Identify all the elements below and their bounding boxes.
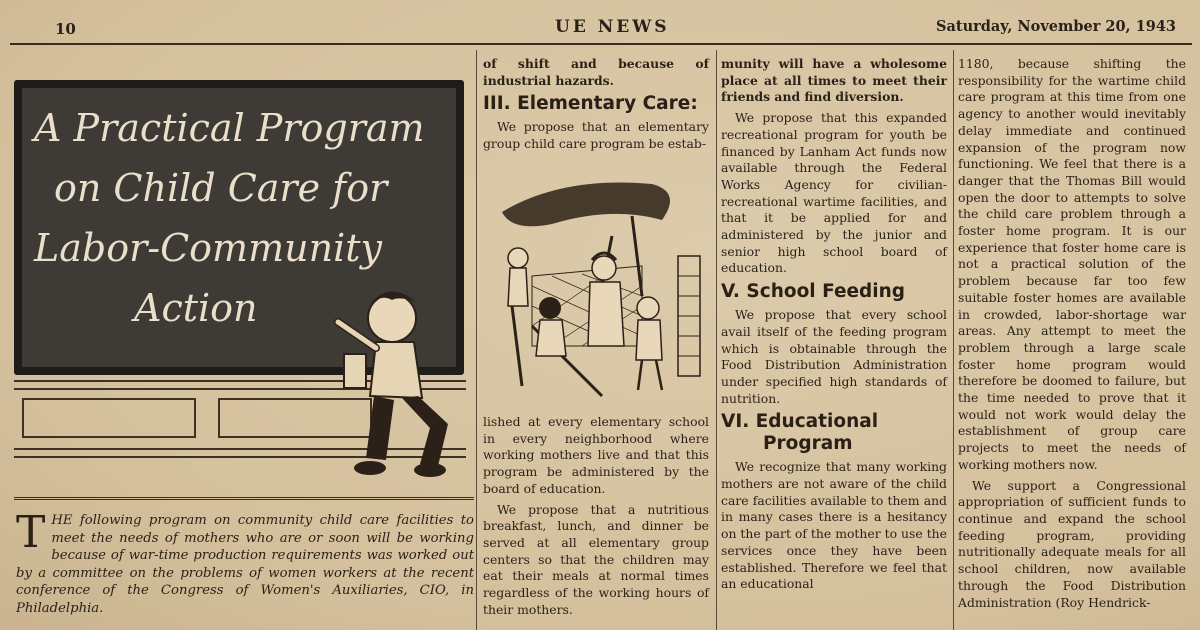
col2-top-text: of shift and because of industrial hazards.: [483, 56, 709, 88]
col4-paragraph: We support a Congressional appropriation of sufficient funds to continue and expand the school feeding program, providing nutritionally adequate meals for all school children, now available through the Food Distribution Administration (Roy Hendrick-: [958, 477, 1186, 610]
column-3: [721, 56, 947, 597]
col3-paragraph: We recognize that many working mothers are not aware of the child care facilities available to them and in many cases there is a hesitancy on the part of the mother to use the services once they have been established. Therefore we feel that an educational: [721, 459, 947, 592]
wall-panel: [22, 398, 196, 438]
publication-name: UE NEWS: [555, 17, 670, 37]
page-number: 10: [55, 20, 76, 38]
intro-paragraph: [16, 507, 474, 617]
issue-date: Saturday, November 20, 1943: [936, 18, 1177, 35]
col3-top-text: munity will have a wholesome place at all times to meet their friends and find diversion.: [721, 56, 947, 105]
column-divider: [953, 50, 954, 630]
header-rule: [10, 43, 1192, 45]
column-2: [483, 56, 709, 157]
col2-paragraph: We propose that an elementary group child care program be estab-: [483, 119, 709, 152]
title-line: on Child Care for: [54, 166, 388, 210]
title-line: A Practical Program: [34, 106, 425, 150]
boy-drawing-icon: [330, 278, 470, 488]
heading-school-feeding: V. School Feeding: [721, 281, 906, 303]
title-line: Action: [134, 286, 258, 330]
column-4: [958, 56, 1186, 615]
col2-paragraph: We propose that a nutritious breakfast, lunch, and dinner be served at all elementary group centers so that the children may eat their meals at normal times regardless of the working hours of their mothers.: [483, 501, 709, 617]
drop-cap: T: [16, 507, 46, 558]
column-divider: [716, 50, 717, 630]
children-playground-illustration: [492, 176, 710, 412]
heading-educational: VI. Educational: [721, 411, 879, 433]
heading-elementary-care: III. Elementary Care:: [483, 93, 698, 115]
column-divider: [476, 50, 477, 630]
title-line: Labor-Community: [34, 226, 382, 270]
heading-program: Program: [763, 433, 853, 455]
col3-paragraph: We propose that this expanded recreational program for youth be financed by Lanham Act funds now available through the Federal Works Agency for civilian-recreational wartime facilities, and that it be applied for and administered by the junior and senior high school board of education.: [721, 110, 947, 276]
intro-text: HE following program on community child care facilities to meet the needs of mothers who are or soon will be working because of war-time production requirements was worked out by a committee on the problems of women workers at the recent conference of the Congress of Women's Auxiliaries, CIO, in Philadelphia.: [16, 513, 474, 616]
col4-paragraph: 1180, because shifting the responsibility for the wartime child care program at this time from one agency to another would inevitably delay immediate and continued expansion of the program now functioning. We feel that there is a danger that the Thomas Bill would open the door to attempts to solve the child care problem through a foster home program. It is our experience that foster home care is not a practical solution of the problem because far too few suitable foster homes are available in crowded, labor-shortage war areas. Any attempt to meet the problem through a large scale foster home program would therefore be doomed to failure, but the time needed to prove that it would not work would delay the establishment of group care projects to meet the needs of working mothers now.: [958, 56, 1186, 472]
page-header: [0, 0, 1200, 44]
col3-paragraph: We propose that every school avail itself of the feeding program which is obtainable through the Food Distribution Administration under specified high standards of nutrition.: [721, 307, 947, 406]
col2-paragraph: lished at every elementary school in every neighborhood where working mothers live and that this program be administered by the board of education.: [483, 414, 709, 496]
illustration-rule: [14, 497, 474, 500]
column-2-continued: [483, 414, 709, 622]
